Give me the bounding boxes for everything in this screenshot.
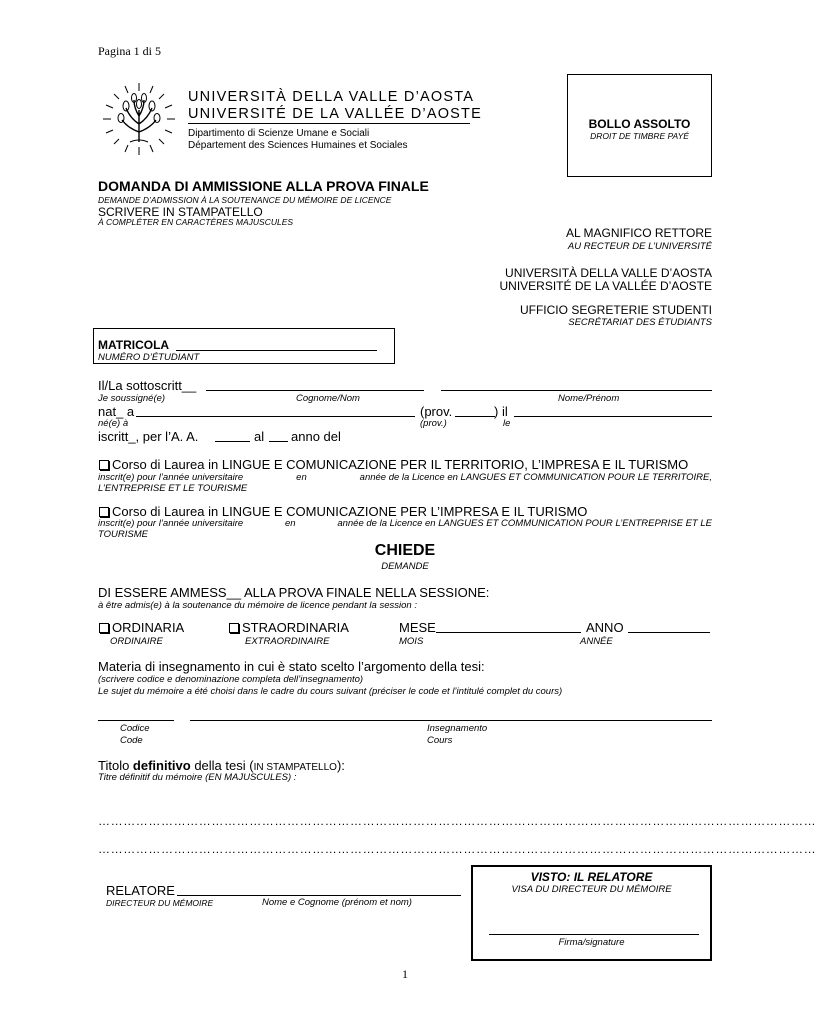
thesis-label	[98, 758, 345, 773]
visto-subtitle: VISA DU DIRECTEUR DU MÉMOIRE	[511, 884, 672, 895]
stamp-title: BOLLO ASSOLTO	[588, 117, 691, 131]
logo-title-it: UNIVERSITÀ DELLA VALLE D’AOSTA	[188, 89, 475, 105]
course-1-checkbox[interactable]	[99, 460, 109, 470]
visto-title: VISTO: IL RELATORE	[530, 870, 653, 884]
signature-label: Firma/signature	[558, 937, 625, 948]
logo-dept-fr: Département des Sciences Humaines et Sociales	[188, 140, 408, 151]
nato-label: nat_ a	[98, 404, 135, 419]
sottoscritto-label-fr: Je soussigné(e)	[98, 393, 166, 404]
form-title-fr: DEMANDE D’ADMISSION À LA SOUTENANCE DU MÉMOIRE DE LICENCE	[98, 195, 392, 205]
anno-corso-field[interactable]	[269, 441, 288, 442]
thesis-label-small: IN STAMPATELLO	[253, 762, 337, 773]
course-1-fr-c: année de la Licence en LANGUES ET COMMUNICATION POUR LE TERRITOIRE,	[359, 472, 712, 483]
ordinaria-checkbox[interactable]	[99, 623, 109, 633]
subject-note-it: (scrivere codice e denominazione completa dell’insegnamento)	[98, 674, 364, 685]
course-2-checkbox[interactable]	[99, 507, 109, 517]
ordinaria-label-fr: ORDINAIRE	[110, 636, 163, 647]
course-2-fr-b: en	[284, 518, 296, 529]
form-instruction: SCRIVERE IN STAMPATELLO	[98, 205, 263, 219]
course-1-fr-b: en	[296, 472, 307, 483]
codice-field[interactable]	[98, 720, 174, 721]
request-title-fr: DEMANDE	[381, 561, 429, 572]
matricola-field[interactable]	[176, 350, 377, 351]
course-1-fr-a: inscrit(e) pour l’année universitaire	[98, 472, 244, 483]
anno-label: ANNO	[586, 620, 624, 635]
logo-divider	[188, 123, 470, 124]
recipient-office: UFFICIO SEGRETERIE STUDENTI	[519, 303, 712, 317]
thesis-label-bold: definitivo	[132, 758, 191, 773]
course-2-fr	[98, 518, 712, 540]
data-nascita-field[interactable]	[514, 416, 712, 417]
recipient-university-fr: UNIVERSITÉ DE LA VALLÉE D’AOSTE	[499, 279, 712, 293]
sottoscritto-label: Il/La sottoscritt__	[98, 378, 197, 393]
prov-field[interactable]	[455, 416, 495, 417]
stamp-box	[567, 74, 712, 177]
thesis-title-line-2[interactable]: ………………………………………………………………………………………………………………………………………………………	[98, 842, 816, 856]
thesis-label-end: ):	[336, 758, 345, 773]
course-1-label: Corso di Laurea in LINGUE E COMUNICAZIONE PER IL TERRITORIO, L’IMPRESA E IL TURISMO	[112, 457, 689, 472]
ordinaria-label: ORDINARIA	[112, 620, 185, 635]
session-label: DI ESSERE AMMESS__ ALLA PROVA FINALE NELLA SESSIONE:	[98, 585, 490, 600]
luogo-nascita-field[interactable]	[136, 416, 415, 417]
prov-hint: (prov.)	[420, 418, 447, 429]
codice-hint: Codice	[120, 723, 150, 734]
session-label-fr: à être admis(e) à la soutenance du mémoire de licence pendant la session :	[98, 600, 417, 611]
visto-box	[471, 865, 712, 961]
le-hint: le	[503, 418, 511, 429]
form-title: DOMANDA DI AMMISSIONE ALLA PROVA FINALE	[98, 178, 429, 194]
matricola-label: MATRICOLA	[98, 338, 170, 352]
mese-label-fr: MOIS	[399, 636, 424, 647]
straordinaria-label-fr: EXTRAORDINAIRE	[245, 636, 330, 647]
relatore-label: RELATORE	[106, 883, 175, 898]
thesis-label-post: della tesi (	[190, 758, 254, 773]
recipient-university-it: UNIVERSITÀ DELLA VALLE D’AOSTA	[505, 266, 712, 280]
course-option-1[interactable]	[99, 457, 688, 472]
relatore-name-hint: Nome e Cognome (prénom et nom)	[262, 897, 412, 908]
university-logo	[98, 80, 482, 158]
logo-dept-it: Dipartimento di Scienze Umane e Sociali	[188, 128, 370, 139]
stamp-subtitle: DROIT DE TIMBRE PAYÉ	[590, 131, 689, 141]
code-hint: Code	[120, 735, 143, 746]
course-1-fr-d: L’ENTREPRISE ET LE TOURISME	[98, 483, 248, 494]
nato-label-fr: né(e) à	[98, 418, 129, 429]
course-option-2[interactable]	[99, 504, 587, 519]
course-1-fr	[98, 472, 712, 494]
form-instruction-fr: À COMPLÉTER EN CARACTÈRES MAJUSCULES	[98, 217, 294, 227]
relatore-name-field[interactable]	[177, 895, 461, 896]
nome-hint: Nome/Prénom	[558, 393, 620, 404]
tree-emblem-icon	[100, 80, 178, 158]
mese-field[interactable]	[436, 632, 581, 633]
page-number-header: Pagina 1 di 5	[98, 44, 161, 58]
cognome-field[interactable]	[206, 390, 424, 391]
cognome-hint: Cognome/Nom	[296, 393, 360, 404]
recipient-rector-fr: AU RECTEUR DE L’UNIVERSITÉ	[567, 241, 712, 252]
thesis-label-pre: Titolo	[98, 758, 133, 773]
signature-field[interactable]	[489, 934, 699, 935]
page-number-footer: 1	[402, 967, 408, 981]
session-straordinaria-option[interactable]	[229, 620, 349, 635]
request-title: CHIEDE	[374, 542, 436, 559]
mese-label: MESE	[399, 620, 436, 635]
course-2-fr-d: TOURISME	[98, 529, 148, 540]
thesis-title-line-1[interactable]: ………………………………………………………………………………………………………………………………………………………	[98, 814, 816, 828]
cours-hint: Cours	[427, 735, 453, 746]
course-2-label: Corso di Laurea in LINGUE E COMUNICAZIONE PER L’IMPRESA E IL TURISMO	[112, 504, 588, 519]
insegnamento-hint: Insegnamento	[427, 723, 488, 734]
subject-note-fr: Le sujet du mémoire a été choisi dans le cadre du cours suivant (préciser le code et l’intitulé complet du cours)	[98, 686, 563, 697]
iscritto-label: iscritt_, per l’A. A.	[98, 429, 199, 444]
subject-label: Materia di insegnamento in cui è stato scelto l’argomento della tesi:	[98, 659, 485, 674]
anno-label-fr: ANNÉE	[580, 636, 613, 647]
logo-title-fr: UNIVERSITÉ DE LA VALLÉE D’AOSTE	[188, 106, 482, 122]
insegnamento-field[interactable]	[190, 720, 712, 721]
anno-accademico-start-field[interactable]	[215, 441, 250, 442]
nome-field[interactable]	[441, 390, 712, 391]
anno-del-label: anno del	[291, 429, 341, 444]
session-ordinaria-option[interactable]	[99, 620, 184, 635]
matricola-sublabel: NUMÉRO D’ÉTUDIANT	[98, 352, 200, 363]
straordinaria-label: STRAORDINARIA	[242, 620, 349, 635]
prov-label: (prov.	[420, 404, 453, 419]
recipient-rector: AL MAGNIFICO RETTORE	[565, 226, 712, 240]
thesis-label-fr: Titre définitif du mémoire (EN MAJUSCULES) :	[98, 772, 297, 783]
anno-field[interactable]	[628, 632, 710, 633]
relatore-label-fr: DIRECTEUR DU MÉMOIRE	[106, 898, 214, 908]
course-2-fr-c: année de la Licence en LANGUES ET COMMUNICATION POUR L’ENTREPRISE ET LE	[337, 518, 712, 529]
prov-close-label: ) il	[494, 404, 508, 419]
straordinaria-checkbox[interactable]	[229, 623, 239, 633]
recipient-office-fr: SECRÉTARIAT DES ÉTUDIANTS	[568, 317, 712, 328]
course-2-fr-a: inscrit(e) pour l’année universitaire	[98, 518, 244, 529]
al-label: al	[254, 429, 265, 444]
